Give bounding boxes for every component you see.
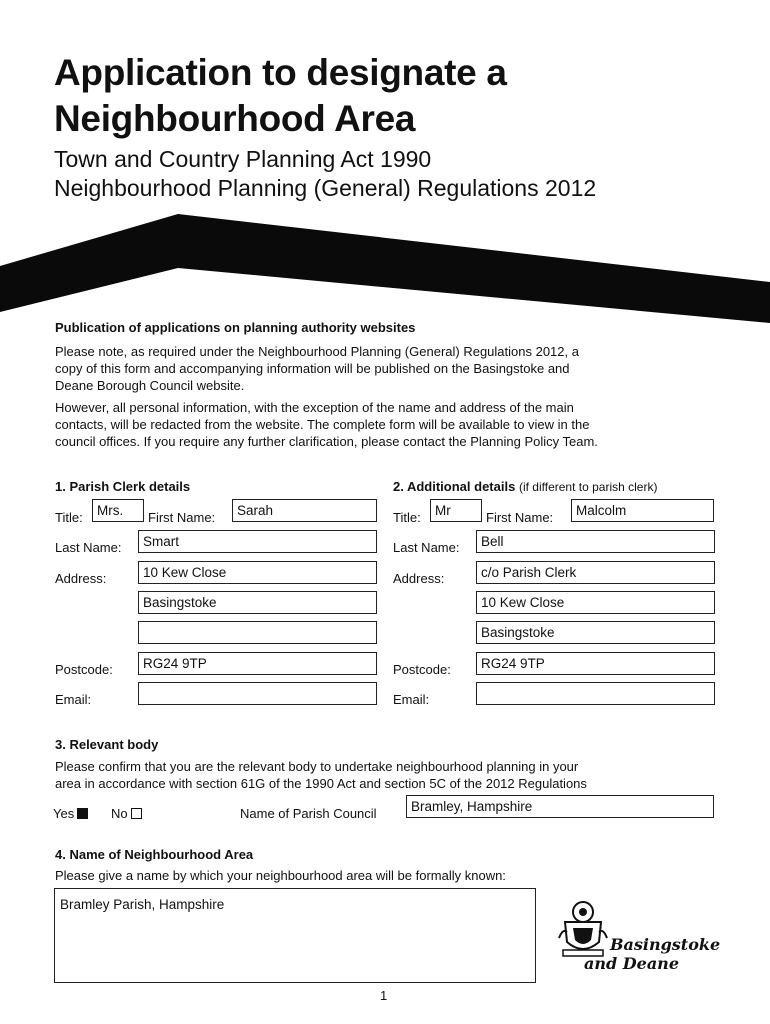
additional-last-name-label: Last Name: xyxy=(393,540,460,555)
additional-address-line2-field[interactable]: 10 Kew Close xyxy=(476,591,715,614)
publication-heading: Publication of applications on planning authority websites xyxy=(55,320,416,335)
clerk-postcode-label: Postcode: xyxy=(55,662,113,677)
yes-checkbox[interactable] xyxy=(77,808,88,819)
clerk-email-label: Email: xyxy=(55,692,92,707)
parish-council-label: Name of Parish Council xyxy=(240,806,377,821)
additional-address-line1-field[interactable]: c/o Parish Clerk xyxy=(476,561,715,584)
additional-heading: 2. Additional details (if different to parish clerk) xyxy=(393,479,658,494)
additional-first-name-field[interactable]: Malcolm xyxy=(571,499,714,522)
council-logo-text: Basingstoke and Deane xyxy=(584,935,721,973)
page-subtitle: Town and Country Planning Act 1990 Neighbourhood Planning (General) Regulations 2012 xyxy=(54,146,597,201)
publication-paragraph-1: Please note, as required under the Neighbourhood Planning (General) Regulations 2012, a copy of this form and accompanying information will be published on the Basingstoke and Deane Borough Council website. xyxy=(55,344,579,393)
additional-first-name-label: First Name: xyxy=(486,510,554,525)
yes-label: Yes xyxy=(53,806,75,821)
additional-email-label: Email: xyxy=(393,692,430,707)
yes-option[interactable] xyxy=(53,806,88,821)
additional-address-line3-field[interactable]: Basingstoke xyxy=(476,621,715,644)
publication-paragraph-2: However, all personal information, with the exception of the name and address of the main contacts, will be redacted from the website. The complete form will be available to view in the council offices. If you require any further clarification, please contact the Planning Policy Team. xyxy=(55,400,598,449)
relevant-body-text: Please confirm that you are the relevant body to undertake neighbourhood planning in your area in accordance with section 61G of the 1990 Act and section 5C of the 2012 Regulations xyxy=(55,759,587,791)
additional-address-label: Address: xyxy=(393,571,445,586)
additional-postcode-label: Postcode: xyxy=(393,662,451,677)
clerk-title-label: Title: xyxy=(55,510,83,525)
clerk-first-name-label: First Name: xyxy=(148,510,216,525)
clerk-address-line1-field[interactable]: 10 Kew Close xyxy=(138,561,377,584)
no-label: No xyxy=(111,806,128,821)
council-crest-icon xyxy=(557,898,609,962)
additional-last-name-field[interactable]: Bell xyxy=(476,530,715,553)
no-option[interactable] xyxy=(111,806,142,821)
clerk-address-line2-field[interactable]: Basingstoke xyxy=(138,591,377,614)
no-checkbox[interactable] xyxy=(131,808,142,819)
additional-postcode-field[interactable]: RG24 9TP xyxy=(476,652,715,675)
relevant-body-heading: 3. Relevant body xyxy=(55,737,159,752)
parish-council-field[interactable]: Bramley, Hampshire xyxy=(406,795,714,818)
clerk-first-name-field[interactable]: Sarah xyxy=(232,499,377,522)
clerk-title-field[interactable]: Mrs. xyxy=(92,499,144,522)
additional-heading-note: (if different to parish clerk) xyxy=(518,480,658,494)
page-title: Application to designate a Neighbourhood Area xyxy=(54,52,507,139)
additional-title-label: Title: xyxy=(393,510,421,525)
clerk-postcode-field[interactable]: RG24 9TP xyxy=(138,652,377,675)
clerk-address-line3-field[interactable] xyxy=(138,621,377,644)
area-name-heading: 4. Name of Neighbourhood Area xyxy=(55,847,254,862)
clerk-last-name-field[interactable]: Smart xyxy=(138,530,377,553)
additional-title-field[interactable]: Mr xyxy=(430,499,482,522)
clerk-email-field[interactable] xyxy=(138,682,377,705)
page-number: 1 xyxy=(380,988,388,1003)
additional-email-field[interactable] xyxy=(476,682,715,705)
clerk-address-label: Address: xyxy=(55,571,107,586)
clerk-last-name-label: Last Name: xyxy=(55,540,122,555)
area-name-field[interactable]: Bramley Parish, Hampshire xyxy=(54,888,536,983)
clerk-heading: 1. Parish Clerk details xyxy=(55,479,191,494)
area-name-prompt: Please give a name by which your neighbourhood area will be formally known: xyxy=(55,868,506,883)
